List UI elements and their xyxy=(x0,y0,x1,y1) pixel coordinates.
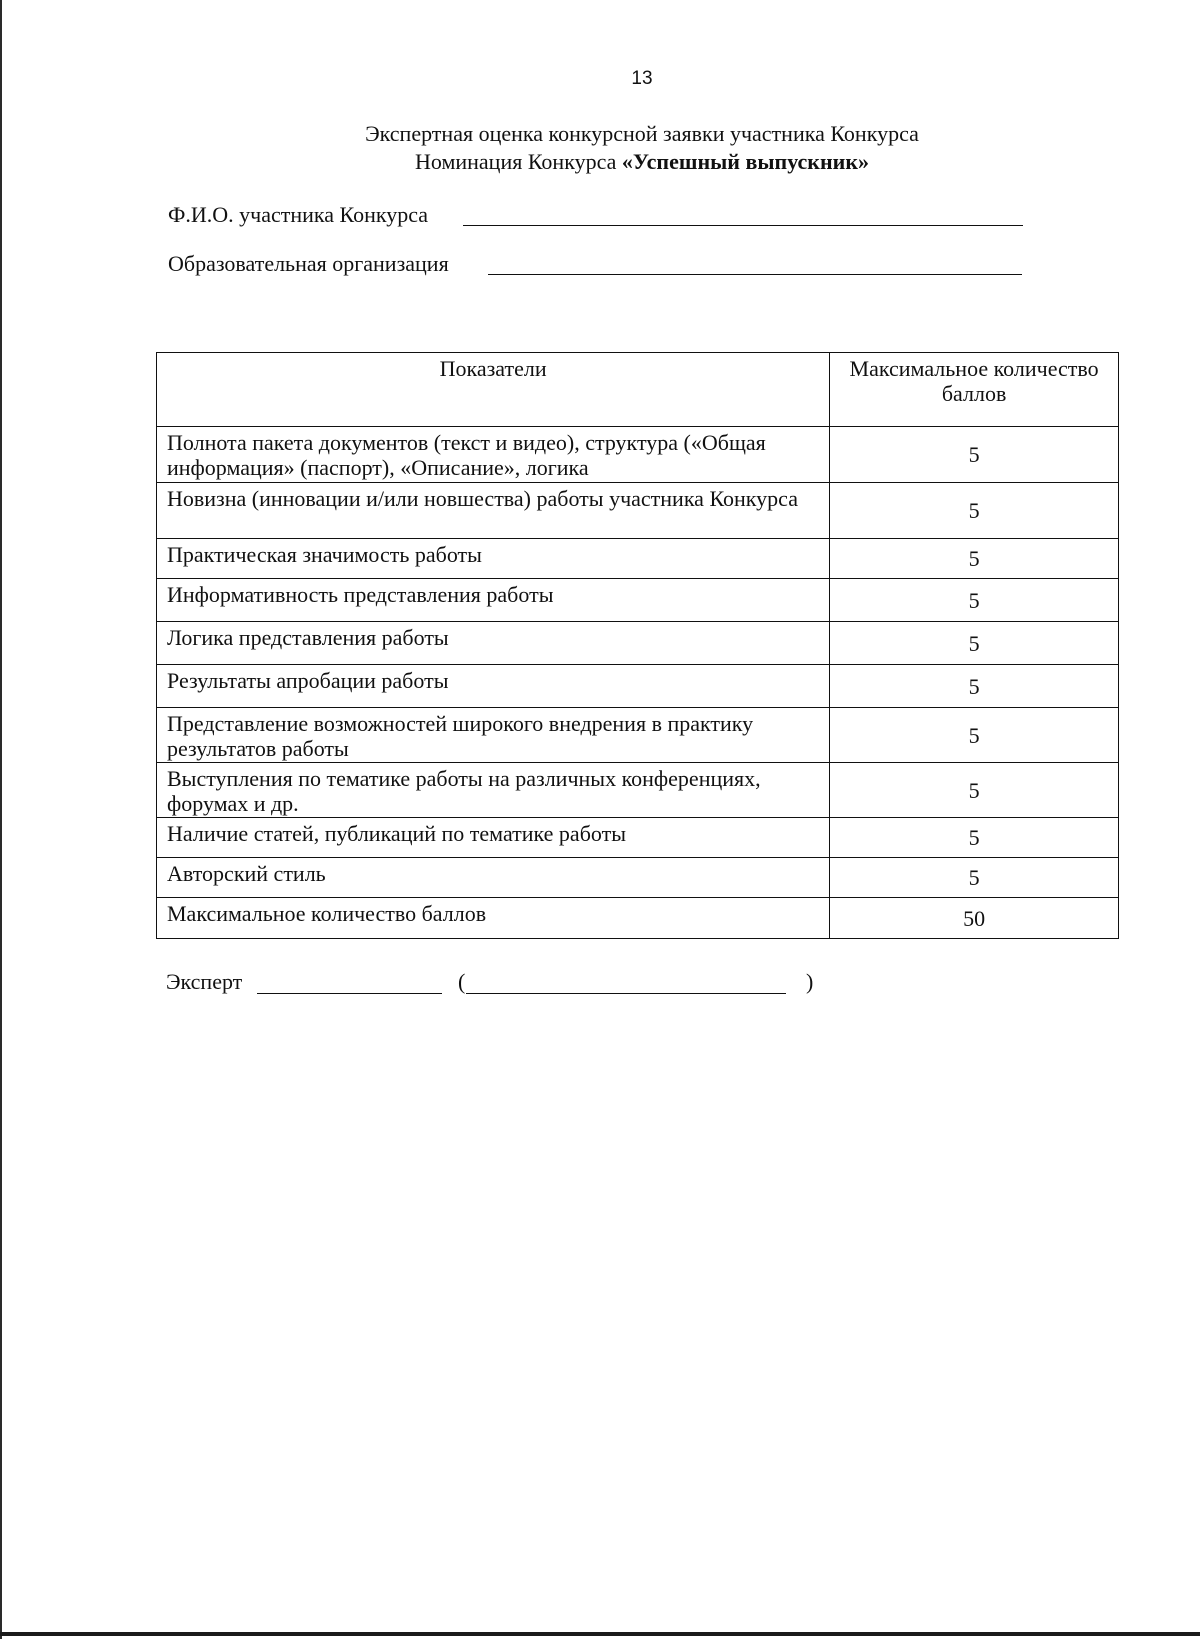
header-indicators: Показатели xyxy=(157,353,830,427)
expert-signature-blank-line[interactable] xyxy=(257,993,442,994)
score-cell: 5 xyxy=(830,539,1119,579)
score-cell: 5 xyxy=(830,483,1119,539)
score-cell: 5 xyxy=(830,665,1119,708)
heading-nomination xyxy=(300,148,984,176)
page-number: 13 xyxy=(631,68,653,89)
expert-label: Эксперт xyxy=(166,969,243,994)
indicator-cell: Информативность представления работы xyxy=(157,579,830,622)
table-row xyxy=(157,763,1119,818)
table-row xyxy=(157,858,1119,898)
nomination-prefix: Номинация Конкурса xyxy=(414,149,622,174)
expert-signature xyxy=(166,968,814,996)
table-row xyxy=(157,579,1119,622)
table-header-row xyxy=(157,353,1119,427)
scores-table xyxy=(156,352,1119,939)
table-total-row xyxy=(157,898,1119,939)
indicator-cell: Результаты апробации работы xyxy=(157,665,830,708)
close-paren: ) xyxy=(806,969,814,994)
indicator-cell: Выступления по тематике работы на различных конференциях, форумах и др. xyxy=(157,763,830,818)
score-cell: 5 xyxy=(830,708,1119,763)
heading-title: Экспертная оценка конкурсной заявки участника Конкурса xyxy=(365,121,919,146)
indicator-cell: Авторский стиль xyxy=(157,858,830,898)
total-label-cell: Максимальное количество баллов xyxy=(157,898,830,939)
score-cell: 5 xyxy=(830,818,1119,858)
table-row xyxy=(157,818,1119,858)
table-row xyxy=(157,708,1119,763)
table-row xyxy=(157,427,1119,483)
scan-edge-bottom xyxy=(0,1632,1200,1636)
participant-name-blank-line[interactable] xyxy=(463,225,1023,226)
table-row xyxy=(157,483,1119,539)
document-heading xyxy=(300,120,984,176)
open-paren: ( xyxy=(458,969,466,994)
table-row xyxy=(157,665,1119,708)
organization-label: Образовательная организация xyxy=(168,251,449,276)
scan-edge-left xyxy=(0,0,2,1639)
header-max-score: Максимальное количество баллов xyxy=(830,353,1119,427)
table-row xyxy=(157,622,1119,665)
indicator-cell: Новизна (инновации и/или новшества) работы участника Конкурса xyxy=(157,483,830,539)
indicator-cell: Представление возможностей широкого внедрения в практику результатов работы xyxy=(157,708,830,763)
indicator-cell: Полнота пакета документов (текст и видео), структура («Общая информация» (паспорт), «Описание», логика xyxy=(157,427,830,483)
participant-name-field xyxy=(168,201,428,229)
score-cell: 5 xyxy=(830,622,1119,665)
score-cell: 5 xyxy=(830,763,1119,818)
indicator-cell: Наличие статей, публикаций по тематике работы xyxy=(157,818,830,858)
table-row xyxy=(157,539,1119,579)
organization-field xyxy=(168,250,449,278)
participant-name-label: Ф.И.О. участника Конкурса xyxy=(168,202,429,227)
organization-blank-line[interactable] xyxy=(488,274,1022,275)
score-cell: 5 xyxy=(830,427,1119,483)
nomination-name: «Успешный выпускник» xyxy=(621,149,869,174)
indicator-cell: Практическая значимость работы xyxy=(157,539,830,579)
score-cell: 5 xyxy=(830,579,1119,622)
expert-name-blank-line[interactable] xyxy=(466,993,786,994)
indicator-cell: Логика представления работы xyxy=(157,622,830,665)
score-cell: 5 xyxy=(830,858,1119,898)
total-score-cell: 50 xyxy=(830,898,1119,939)
